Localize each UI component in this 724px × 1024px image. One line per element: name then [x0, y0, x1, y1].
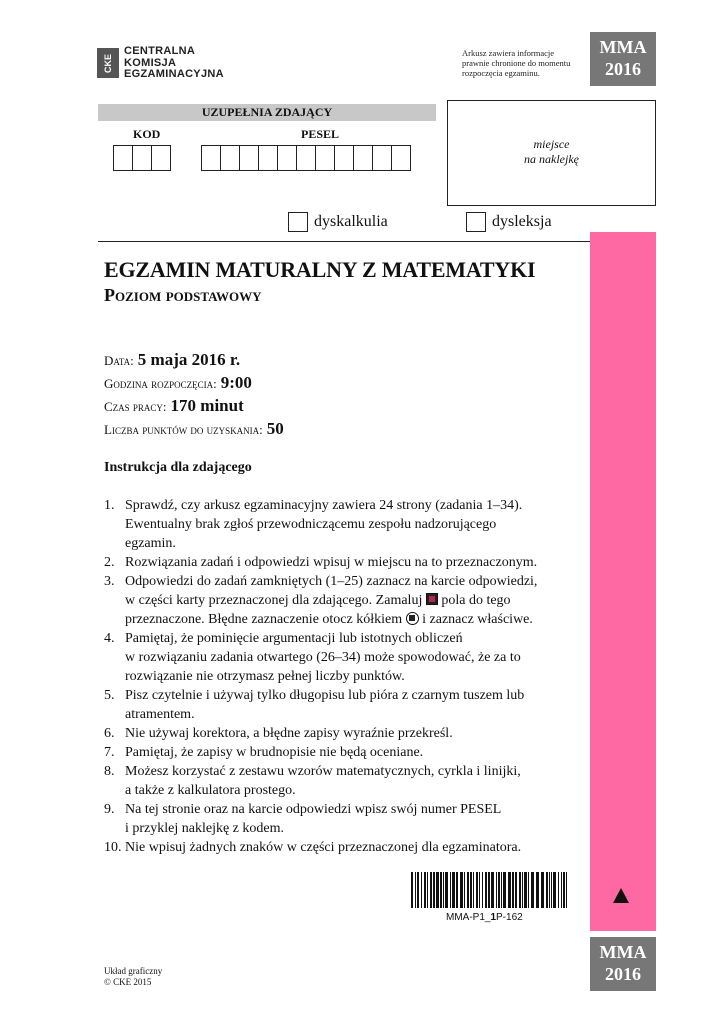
sticker-label-line: na naklejkę: [524, 152, 579, 166]
barcode-code: [446, 912, 523, 923]
item-number: 8.: [104, 764, 115, 779]
pesel-cell[interactable]: [372, 145, 392, 171]
dyskalkulia-checkbox[interactable]: [288, 212, 308, 232]
barcode-bar: [421, 872, 422, 908]
instruction-item: [104, 629, 586, 686]
barcode-bar: [558, 872, 559, 908]
pesel-cell[interactable]: [353, 145, 373, 171]
logo-line-1: CENTRALNA: [124, 45, 196, 57]
points-value: 50: [266, 419, 284, 438]
barcode-bar: [424, 872, 426, 908]
barcode-bar: [427, 872, 428, 908]
item-line: Możesz korzystać z zestawu wzorów matematycznych, cyrkla i linijki,: [125, 764, 521, 779]
item-line: [125, 591, 586, 610]
item-line: egzamin.: [125, 536, 176, 551]
barcode-bar: [479, 872, 480, 908]
barcode-bar: [440, 872, 442, 908]
confidentiality-notice: [462, 48, 582, 78]
item-line: Na tej stronie oraz na karcie odpowiedzi wpisz swój numer PESEL: [125, 802, 502, 817]
barcode-bar: [415, 872, 416, 908]
kod-cell[interactable]: [113, 145, 133, 171]
barcode-bar: [549, 872, 550, 908]
date-label: Data:: [104, 353, 134, 368]
pesel-cell[interactable]: [391, 145, 411, 171]
notice-line: rozpoczęcia egzaminu.: [462, 68, 540, 78]
item-line: i przyklej naklejkę z kodem.: [125, 821, 284, 836]
barcode-bar: [452, 872, 455, 908]
dysleksja-checkbox[interactable]: [466, 212, 486, 232]
barcode-bold: 1: [490, 912, 497, 923]
barcode-bar: [541, 872, 544, 908]
barcode-bar: [524, 872, 527, 908]
duration-label: Czas pracy:: [104, 399, 167, 414]
exam-duration: [104, 396, 244, 416]
item-line: Pamiętaj, że pominięcie argumentacji lub istotnych obliczeń: [125, 631, 463, 646]
barcode-bar: [508, 872, 511, 908]
barcode-bar: [496, 872, 497, 908]
barcode-suffix: P-162: [496, 912, 523, 923]
instruction-item: [104, 838, 586, 857]
barcode-bar: [464, 872, 465, 908]
exam-code-name: MMA: [599, 942, 647, 962]
barcode-bar: [417, 872, 419, 908]
start-value: 9:00: [220, 373, 252, 392]
exam-code-top: [590, 32, 656, 86]
sticker-area: [447, 100, 656, 206]
instruction-item: [104, 553, 586, 572]
item-line: Rozwiązania zadań i odpowiedzi wpisuj w miejscu na to przeznaczonym.: [125, 555, 538, 570]
barcode-prefix: MMA-P1_: [446, 912, 491, 923]
pink-side-bar: [590, 232, 656, 931]
footer-line: Układ graficzny: [104, 966, 163, 976]
logo-line-2: KOMISJA: [124, 56, 177, 69]
item-number: 5.: [104, 688, 115, 703]
barcode-bar: [519, 872, 521, 908]
exam-code-year: 2016: [605, 964, 641, 984]
barcode-bar: [491, 872, 494, 908]
barcode-bar: [482, 872, 483, 908]
item-line: Odpowiedzi do zadań zamkniętych (1–25) zaznacz na karcie odpowiedzi,: [125, 574, 538, 589]
exam-start-time: [104, 373, 252, 393]
pesel-cell[interactable]: [315, 145, 335, 171]
points-label: Liczba punktów do uzyskania:: [104, 422, 263, 437]
logo-line-3: EGZAMINACYJNA: [124, 68, 224, 80]
barcode-bar: [561, 872, 562, 908]
barcode-bar: [433, 872, 435, 908]
barcode-bar: [546, 872, 548, 908]
pesel-cell[interactable]: [334, 145, 354, 171]
exam-title: EGZAMIN MATURALNY Z MATEMATYKI: [104, 257, 536, 282]
item-number: 2.: [104, 555, 115, 570]
kod-cell[interactable]: [132, 145, 152, 171]
kod-label: KOD: [133, 127, 161, 141]
barcode-bar: [551, 872, 552, 908]
barcode-bar: [503, 872, 506, 908]
exam-code-year: 2016: [605, 59, 641, 79]
barcode-bar: [411, 872, 413, 908]
instruction-item: [104, 724, 586, 743]
barcode-bar: [553, 872, 556, 908]
barcode: [411, 872, 571, 908]
cke-logo-text: [124, 46, 224, 81]
item-text: w części karty przeznaczonej dla zdającego. Zamaluj: [125, 593, 423, 608]
sticker-label-line: miejsce: [533, 137, 570, 151]
item-number: 9.: [104, 802, 115, 817]
instruction-item: [104, 496, 586, 553]
barcode-bar: [566, 872, 567, 908]
item-line: Nie używaj korektora, a błędne zapisy wyraźnie przekreśl.: [125, 726, 453, 741]
instruction-item: [104, 800, 586, 838]
exam-points: [104, 419, 284, 439]
instruction-item: [104, 572, 586, 629]
item-line: Sprawdź, czy arkusz egzaminacyjny zawiera 24 strony (zadania 1–34).: [125, 498, 523, 513]
barcode-bar: [467, 872, 469, 908]
barcode-bar: [460, 872, 463, 908]
item-line: Ewentualny brak zgłoś przewodniczącemu zespołu nadzorującego: [125, 517, 497, 532]
barcode-bar: [531, 872, 534, 908]
pesel-label: PESEL: [301, 127, 340, 141]
pesel-cell[interactable]: [201, 145, 221, 171]
item-number: 10.: [104, 840, 122, 855]
exam-code-bottom: [590, 937, 656, 991]
date-value: 5 maja 2016 r.: [137, 350, 241, 369]
barcode-bar: [445, 872, 448, 908]
circled-square-icon: [406, 612, 419, 625]
pesel-cell[interactable]: [277, 145, 297, 171]
instruction-item: [104, 686, 586, 724]
item-number: 4.: [104, 631, 115, 646]
instruction-item: [104, 762, 586, 800]
instructions-heading: Instrukcja dla zdającego: [104, 460, 252, 475]
item-line: rozwiązanie nie otrzymasz pełnej liczby punktów.: [125, 669, 405, 684]
item-number: 6.: [104, 726, 115, 741]
pesel-input[interactable]: [201, 145, 410, 171]
barcode-bar: [450, 872, 451, 908]
duration-value: 170 minut: [170, 396, 244, 415]
exam-date: [104, 350, 240, 370]
dysleksja-option[interactable]: [466, 212, 552, 232]
footer: [104, 966, 162, 988]
item-number: 3.: [104, 574, 115, 589]
footer-line: © CKE 2015: [104, 977, 152, 987]
item-text: przeznaczone. Błędne zaznaczenie otocz kółkiem: [125, 612, 403, 627]
item-line: atramentem.: [125, 707, 195, 722]
barcode-bar: [473, 872, 474, 908]
pesel-cell[interactable]: [296, 145, 316, 171]
notice-line: Arkusz zawiera informacje: [462, 48, 555, 58]
pesel-cell[interactable]: [239, 145, 259, 171]
kod-input[interactable]: [113, 145, 170, 171]
pesel-cell[interactable]: [220, 145, 240, 171]
dysleksja-label: dysleksja: [492, 213, 552, 230]
dyskalkulia-label: dyskalkulia: [314, 213, 388, 230]
barcode-bar: [443, 872, 444, 908]
pesel-cell[interactable]: [258, 145, 278, 171]
instructions-list: [104, 496, 586, 857]
dyskalkulia-option[interactable]: [288, 212, 388, 232]
instruction-item: [104, 743, 586, 762]
item-number: 1.: [104, 498, 115, 513]
candidate-section-header: UZUPEŁNIA ZDAJĄCY: [98, 104, 436, 121]
divider: [98, 241, 590, 242]
barcode-bar: [430, 872, 432, 908]
barcode-bar: [436, 872, 439, 908]
item-line: Pamiętaj, że zapisy w brudnopisie nie będą oceniane.: [125, 745, 424, 760]
exam-code-name: MMA: [599, 37, 647, 57]
item-line: [125, 610, 586, 629]
item-line: a także z kalkulatora prostego.: [125, 783, 296, 798]
item-text: i zaznacz właściwe.: [422, 612, 533, 627]
notice-line: prawnie chronione do momentu: [462, 58, 571, 68]
barcode-bar: [536, 872, 539, 908]
barcode-bar: [501, 872, 502, 908]
barcode-bar: [522, 872, 523, 908]
item-line: w rozwiązaniu zadania otwartego (26–34) może spowodować, że za to: [125, 650, 521, 665]
barcode-bar: [476, 872, 478, 908]
barcode-bar: [470, 872, 472, 908]
barcode-bar: [488, 872, 490, 908]
barcode-bar: [498, 872, 500, 908]
exam-level: Poziom podstawowy: [104, 285, 262, 305]
item-number: 7.: [104, 745, 115, 760]
item-line: Nie wpisuj żadnych znaków w części przeznaczonej dla egzaminatora.: [125, 840, 522, 855]
start-label: Godzina rozpoczęcia:: [104, 376, 217, 391]
filled-square-icon: [426, 593, 438, 605]
barcode-bar: [456, 872, 458, 908]
cke-logo-mark: CKE: [97, 48, 119, 78]
kod-cell[interactable]: [151, 145, 171, 171]
barcode-bar: [515, 872, 517, 908]
barcode-bar: [528, 872, 529, 908]
barcode-bar: [485, 872, 487, 908]
arrow-up-icon: [613, 888, 629, 903]
barcode-bar: [563, 872, 565, 908]
barcode-bar: [512, 872, 514, 908]
item-text: pola do tego: [441, 593, 511, 608]
item-line: Pisz czytelnie i używaj tylko długopisu lub pióra z czarnym tuszem lub: [125, 688, 525, 703]
